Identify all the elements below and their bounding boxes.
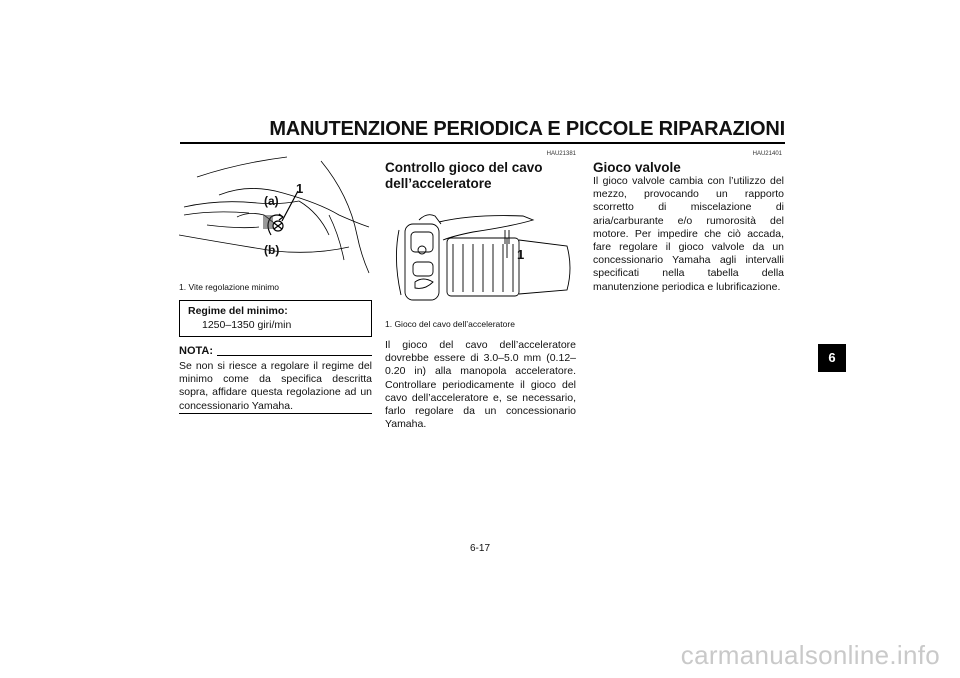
page-number: 6-17 [469, 543, 490, 554]
figure-label-1: 1 [296, 181, 304, 196]
note-heading: NOTA: [179, 345, 214, 357]
watermark: carmanualsonline.info [680, 640, 940, 670]
figure-caption-throttle: 1. Gioco del cavo dell’acceleratore [385, 319, 515, 329]
spec-label: Regime del minimo: [188, 305, 288, 317]
page-title: MANUTENZIONE PERIODICA E PICCOLE RIPARAZIONI [269, 118, 785, 140]
figure-label-b: (b) [264, 243, 280, 257]
section-title-line2: dell’acceleratore [385, 176, 492, 191]
note-text: Se non si riesce a regolare il regime del minimo come da specifica descritta sopra, affidare questa regolazione ad un concessionario Yamaha. [179, 360, 372, 412]
note-end-rule [179, 413, 372, 414]
figure-label-1-throttle: 1 [517, 247, 525, 262]
title-rule [180, 142, 785, 144]
note-rule [217, 355, 372, 356]
section-code-throttle: HAU21381 [546, 151, 576, 157]
chapter-tab[interactable]: 6 [818, 344, 846, 372]
section-code-valves: HAU21401 [752, 151, 782, 157]
spec-value: 1250–1350 giri/min [202, 319, 292, 331]
throttle-text: Il gioco del cavo dell’acceleratore dovrebbe essere di 3.0–5.0 mm (0.12–0.20 in) alla manopola acceleratore. Controllare periodicamente il gioco del cavo dell’acceleratore e, se necessario, farlo regolare da un concessionario Yamaha. [385, 339, 576, 431]
figure-caption-idle-screw: 1. Vite regolazione minimo [179, 282, 280, 292]
throttle-grip-illustration [393, 210, 578, 310]
idle-speed-spec-box [179, 300, 372, 337]
section-title-line1: Controllo gioco del cavo [385, 160, 543, 175]
idle-screw-illustration [179, 155, 372, 275]
section-title-throttle [385, 160, 575, 192]
valves-text: Il gioco valvole cambia con l’utilizzo del mezzo, provocando un rapporto scorretto di miscelazione di aria/carburante e/o rumorosità del motore. Per impedire che ciò accada, fare regolare il gioco valvole da un concessionario Yamaha agli intervalli specificati nella tabella della manutenzione periodica e lubrificazione. [593, 175, 784, 293]
section-title-valves: Gioco valvole [593, 160, 681, 175]
figure-label-a: (a) [264, 194, 279, 208]
